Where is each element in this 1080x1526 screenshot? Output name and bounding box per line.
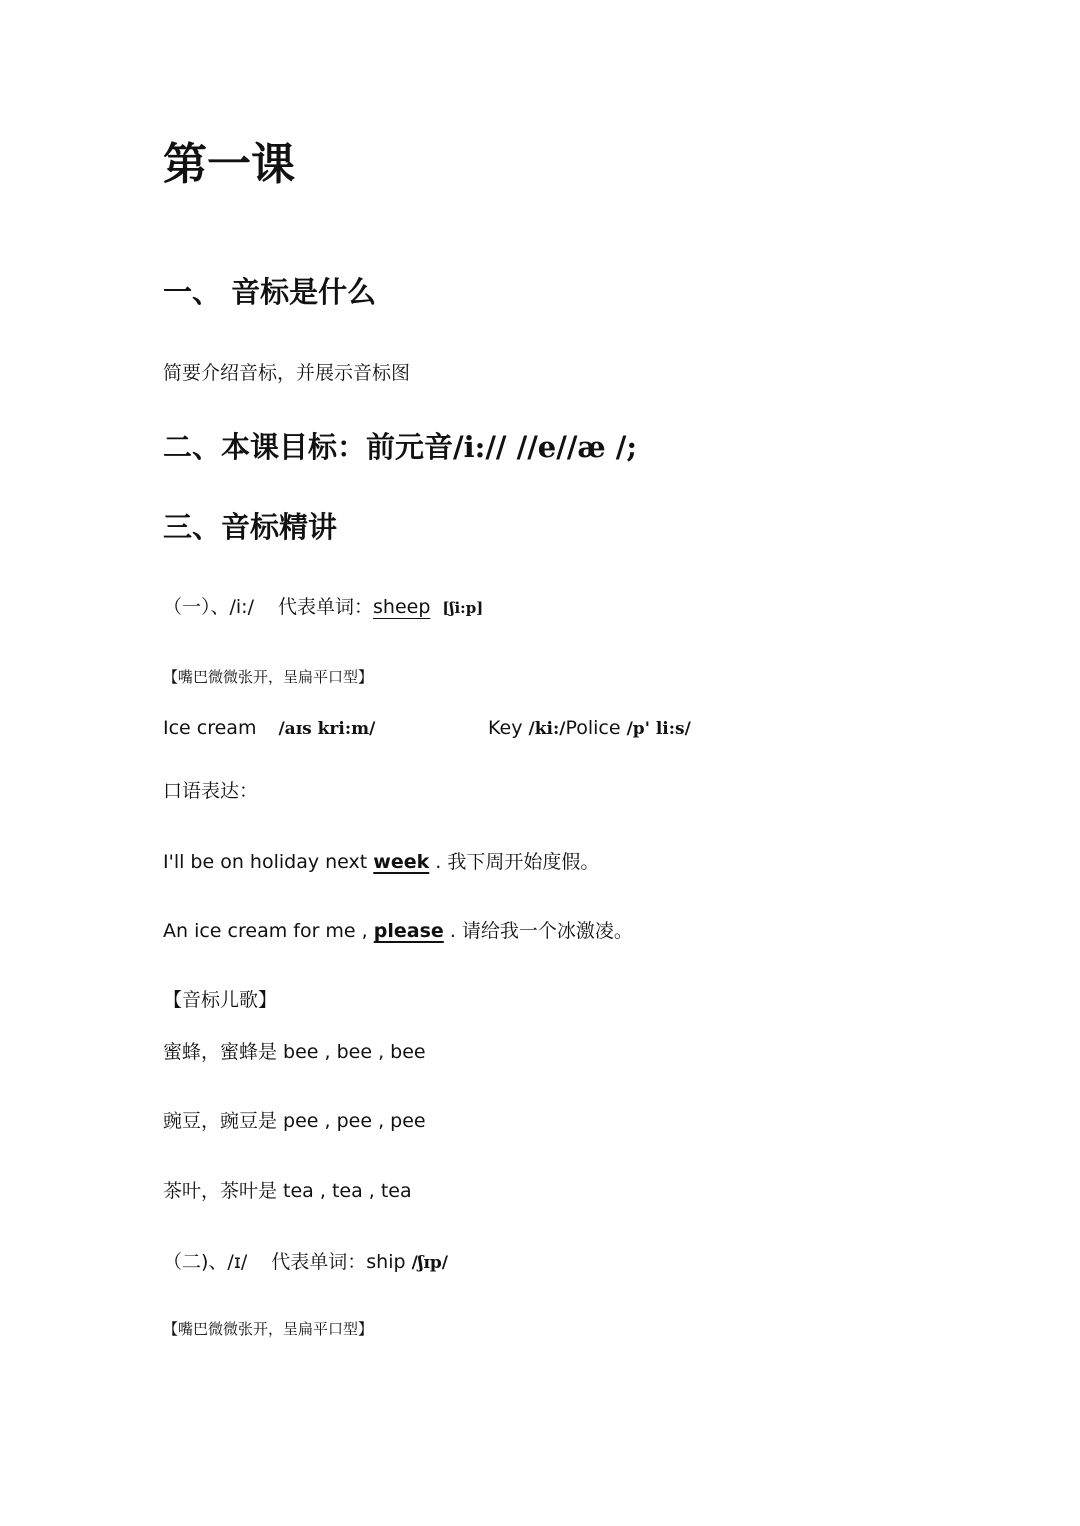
sound2-rep-label: 代表单词：ship bbox=[271, 1251, 412, 1273]
sentence-week-keyword: week bbox=[373, 851, 430, 873]
example-key-ipa: /ki:/ bbox=[528, 719, 566, 739]
sound2-heading bbox=[163, 1247, 448, 1274]
section-what-is-phonetics-heading: 一、 音标是什么 bbox=[163, 275, 377, 309]
song-line: 茶叶，茶叶是 tea , tea , tea bbox=[163, 1180, 412, 1202]
sound2-ipa: /ʃɪp/ bbox=[411, 1253, 448, 1273]
sound1-mouth-tip: 【嘴巴微微张开，呈扁平口型】 bbox=[163, 668, 374, 686]
song-line: 豌豆，豌豆是 pee , pee , pee bbox=[163, 1110, 426, 1132]
sentence-week bbox=[163, 847, 599, 874]
sound2-label: （二)、/ɪ/ bbox=[163, 1251, 248, 1273]
sentence-please-pre: An ice cream for me , bbox=[163, 920, 374, 942]
sound1-word: sheep bbox=[373, 596, 431, 618]
example-key-police bbox=[488, 717, 691, 739]
song-line: 蜜蜂，蜜蜂是 bee , bee , bee bbox=[163, 1041, 426, 1063]
sentence-please bbox=[163, 916, 633, 943]
sentence-week-post: . 我下周开始度假。 bbox=[429, 851, 600, 873]
example-ice-cream-word: Ice cream bbox=[163, 717, 257, 739]
lesson-goal-phonetics: /i:// //e//æ /; bbox=[453, 430, 638, 464]
example-ice-cream bbox=[163, 717, 375, 739]
phonetics-explained-heading: 三、音标精讲 bbox=[163, 510, 338, 544]
sound1-label: （一）、/i:/ bbox=[163, 596, 254, 618]
sound1-rep-label: 代表单词： bbox=[277, 596, 373, 618]
oral-expression-label: 口语表达： bbox=[163, 780, 259, 802]
sound1-ipa: [ʃi:p] bbox=[442, 599, 484, 617]
sentence-week-pre: I'll be on holiday next bbox=[163, 851, 374, 873]
sound2-mouth-tip: 【嘴巴微微张开，呈扁平口型】 bbox=[163, 1320, 374, 1338]
lesson-title: 第一课 bbox=[163, 139, 295, 190]
sound1-heading bbox=[163, 592, 483, 619]
sentence-please-keyword: please bbox=[373, 920, 444, 942]
section-intro-text: 简要介绍音标，并展示音标图 bbox=[163, 362, 411, 384]
lesson-goal-label: 二、本课目标：前元音 bbox=[163, 430, 454, 464]
example-ice-cream-ipa: /aɪs kri:m/ bbox=[278, 719, 376, 739]
example-police-word: Police bbox=[565, 717, 621, 739]
phonetic-song-label: 【音标儿歌】 bbox=[163, 989, 278, 1011]
example-key-word: Key bbox=[488, 717, 523, 739]
sentence-please-post: . 请给我一个冰激凌。 bbox=[443, 920, 633, 942]
lesson-goal-heading bbox=[163, 425, 637, 466]
example-police-ipa: /p' li:s/ bbox=[626, 719, 691, 739]
